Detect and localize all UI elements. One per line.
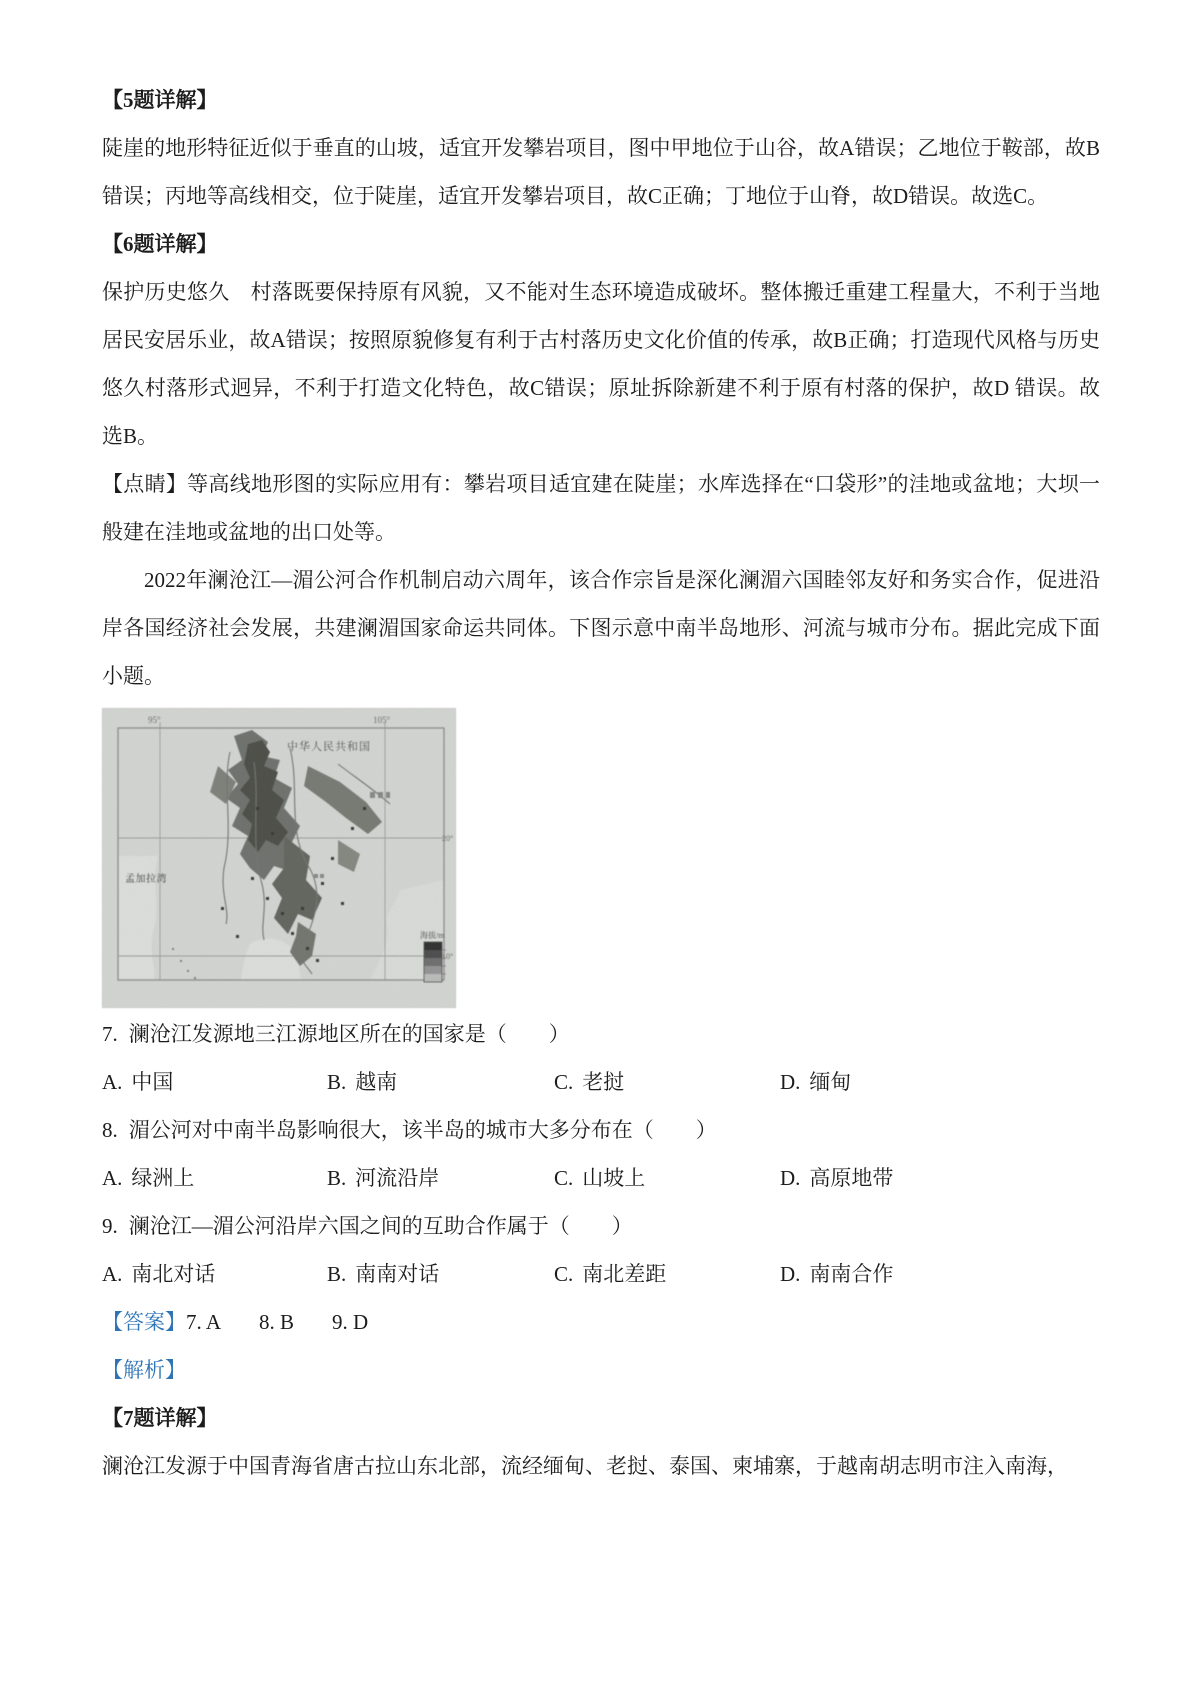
option-8c-label: C.	[554, 1166, 574, 1190]
answers-line	[102, 1298, 1100, 1346]
option-7c-text: 老挝	[582, 1070, 625, 1094]
analysis-label: 【解析】	[102, 1358, 186, 1382]
option-8b-label: B.	[327, 1166, 347, 1190]
question-8-stem	[102, 1106, 1100, 1154]
option-8d-text: 高原地带	[809, 1166, 894, 1190]
option-7a-label: A.	[102, 1070, 123, 1094]
question-8-options	[102, 1154, 1100, 1202]
option-7b-label: B.	[327, 1070, 347, 1094]
option-8a-label: A.	[102, 1166, 123, 1190]
option-8b-text: 河流沿岸	[355, 1166, 440, 1190]
bay-of-bengal-label: 孟加拉湾	[125, 874, 167, 885]
option-7b-text: 越南	[355, 1070, 398, 1094]
option-7a	[102, 1058, 327, 1106]
exp6-body: 保护历史悠久 村落既要保持原有风貌，又不能对生态环境造成破坏。整体搬迁重建工程量大，不利于当地居民安居乐业，故A错误；按照原貌修复有利于古村落历史文化价值的传承，故B正确；打造现代风格与历史悠久村落形式迥异，不利于打造文化特色，故C错误；原址拆除新建不利于原有村落的保护，故D 错误。故选B。	[102, 280, 1100, 448]
dianjing-body: 等高线地形图的实际应用有：攀岩项目适宜建在陡崖；水库选择在“口袋形”的洼地或盆地；大坝一般建在洼地或盆地的出口处等。	[102, 472, 1101, 544]
question-8-number: 8.	[102, 1118, 118, 1142]
option-8d	[780, 1154, 1100, 1202]
question-8-text: 湄公河对中南半岛影响很大，该半岛的城市大多分布在（ ）	[128, 1118, 717, 1142]
option-9b	[327, 1250, 554, 1298]
question-7	[102, 1010, 1100, 1106]
question-9-stem	[102, 1202, 1100, 1250]
question-9-text: 澜沧江—湄公河沿岸六国之间的互助合作属于（ ）	[128, 1214, 633, 1238]
question-9-options	[102, 1250, 1100, 1298]
option-7c-label: C.	[554, 1070, 574, 1094]
exp5-body: 陡崖的地形特征近似于垂直的山坡，适宜开发攀岩项目，图中甲地位于山谷，故A错误；乙地位于鞍部，故B 错误；丙地等高线相交，位于陡崖，适宜开发攀岩项目，故C正确；丁地位于山脊，故D错误。故选C。	[102, 136, 1100, 208]
exp7-heading: 【7题详解】	[102, 1406, 218, 1430]
option-8c	[554, 1154, 780, 1202]
dianjing-para	[102, 460, 1100, 556]
option-9c-text: 南北差距	[582, 1262, 667, 1286]
question-9	[102, 1202, 1100, 1298]
option-7d-label: D.	[780, 1070, 801, 1094]
option-7b	[327, 1058, 554, 1106]
question-7-number: 7.	[102, 1022, 118, 1046]
question-9-number: 9.	[102, 1214, 118, 1238]
option-9d-text: 南南合作	[809, 1262, 894, 1286]
dianjing-label: 【点睛】	[102, 472, 188, 496]
option-7c	[554, 1058, 780, 1106]
parallel-label-20: 20°	[442, 834, 454, 843]
question-7-text: 澜沧江发源地三江源地区所在的国家是（ ）	[128, 1022, 570, 1046]
option-8a	[102, 1154, 327, 1202]
question-7-stem	[102, 1010, 1100, 1058]
indochina-map-figure	[102, 708, 456, 1008]
option-8c-text: 山坡上	[582, 1166, 646, 1190]
question-7-options	[102, 1058, 1100, 1106]
option-8b	[327, 1154, 554, 1202]
option-9b-label: B.	[327, 1262, 347, 1286]
elevation-legend-label: 海拔/m	[420, 931, 445, 940]
option-9d	[780, 1250, 1100, 1298]
option-9a-text: 南北对话	[131, 1262, 216, 1286]
meridian-label-95: 95°	[148, 715, 161, 725]
answer-9: 9. D	[332, 1310, 369, 1334]
option-8d-label: D.	[780, 1166, 801, 1190]
answer-7: 7. A	[186, 1310, 222, 1334]
option-7d	[780, 1058, 1100, 1106]
option-9a-label: A.	[102, 1262, 123, 1286]
option-9c	[554, 1250, 780, 1298]
china-label: 中华人民共和国	[287, 741, 371, 753]
answer-8: 8. B	[259, 1310, 295, 1334]
meridian-label-105: 105°	[373, 715, 391, 725]
option-8a-text: 绿洲上	[131, 1166, 195, 1190]
option-9d-label: D.	[780, 1262, 801, 1286]
option-7a-text: 中国	[131, 1070, 174, 1094]
indochina-map-svg	[102, 708, 456, 1008]
question-answer-section	[102, 1010, 1100, 1490]
answers-label: 【答案】	[102, 1310, 186, 1334]
option-9c-label: C.	[554, 1262, 574, 1286]
scan-grain-overlay	[102, 708, 456, 1008]
exp5-heading: 【5题详解】	[102, 88, 218, 112]
option-9b-text: 南南对话	[355, 1262, 440, 1286]
exp7-body: 澜沧江发源于中国青海省唐古拉山东北部，流经缅甸、老挝、泰国、柬埔寨，于越南胡志明市注入南海，	[102, 1454, 1068, 1478]
option-7d-text: 缅甸	[809, 1070, 852, 1094]
parallel-label-10: 10°	[442, 952, 454, 961]
exp6-heading: 【6题详解】	[102, 232, 218, 256]
option-9a	[102, 1250, 327, 1298]
intro-paragraph: 2022年澜沧江—湄公河合作机制启动六周年，该合作宗旨是深化澜湄六国睦邻友好和务实合作，促进沿岸各国经济社会发展，共建澜湄国家命运共同体。下图示意中南半岛地形、河流与城市分布。据此完成下面小题。	[102, 568, 1100, 688]
question-8	[102, 1106, 1100, 1202]
